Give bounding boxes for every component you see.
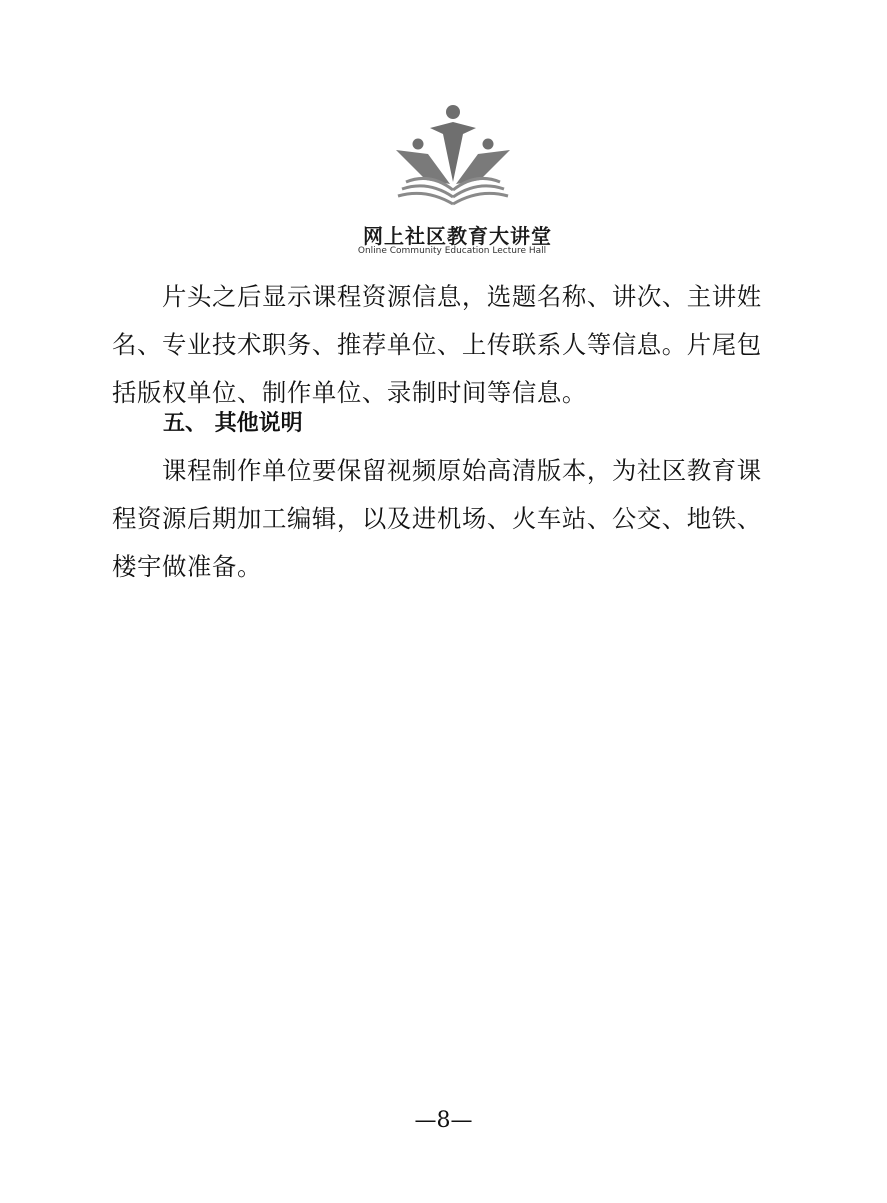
lecture-hall-logo	[0, 0, 887, 270]
notes-paragraph: 课程制作单位要保留视频原始高清版本，为社区教育课程资源后期加工编辑，以及进机场、火车站、公交、地铁、楼宇做准备。	[112, 456, 762, 581]
section-heading: 五、 其他说明	[163, 411, 303, 436]
logo-emblem-icon	[388, 100, 518, 215]
logo-title: 网上社区教育大讲堂	[363, 224, 552, 248]
page-number: —8—	[414, 1108, 473, 1133]
intro-paragraph: 片头之后显示课程资源信息，选题名称、讲次、主讲姓名、专业技术职务、推荐单位、上传联系人等信息。片尾包括版权单位、制作单位、录制时间等信息。	[112, 282, 762, 407]
logo-subtitle: Online Community Education Lecture Hall	[357, 246, 547, 256]
